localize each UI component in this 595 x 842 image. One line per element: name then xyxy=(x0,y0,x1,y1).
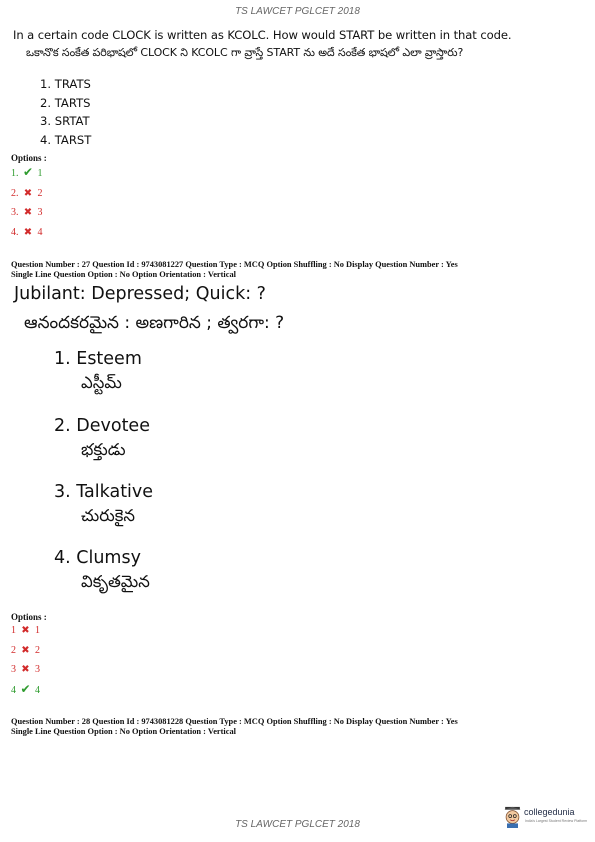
cross-icon: ✖ xyxy=(21,664,30,675)
check-icon: ✔ xyxy=(22,165,34,179)
option-value: 2 xyxy=(35,644,40,656)
question-english: In a certain code CLOCK is written as KCOLC. How would START be written in that code. xyxy=(13,28,512,42)
option-value: 4 xyxy=(37,226,43,238)
question-telugu: ఒకానొక సంకేత పరిభాషలో CLOCK ని KCOLC గా వ్రాస్తే START ను అదే సంకేత భాషలో ఎలా వ్రాస్తారు? xyxy=(26,46,464,59)
option-number: 4. xyxy=(11,226,19,238)
choice-2 xyxy=(54,415,150,463)
choice-english: 3. Talkative xyxy=(54,482,154,502)
option-value: 1 xyxy=(37,168,43,179)
option-value: 3 xyxy=(37,207,43,218)
option-row xyxy=(11,163,43,184)
question-28-meta xyxy=(11,717,586,736)
option-row xyxy=(11,184,43,204)
question-27-english: Jubilant: Depressed; Quick: ? xyxy=(14,284,266,304)
choice-telugu: భక్తుడు xyxy=(81,440,126,459)
option-value: 1 xyxy=(35,625,40,636)
option-row xyxy=(11,203,43,223)
mascot-icon xyxy=(503,806,522,828)
choice-english: 1. Esteem xyxy=(54,349,142,369)
meta-line: Question Number : 28 Question Id : 9743081228 Question Type : MCQ Option Shuffling : No Display Question Number : Yes xyxy=(11,717,458,726)
cross-icon: ✖ xyxy=(23,226,33,238)
logo-name: collegedunia xyxy=(524,807,575,817)
option-number: 2 xyxy=(11,644,16,656)
option-number: 3. xyxy=(11,207,19,218)
option-row xyxy=(11,641,40,661)
page-footer: TS LAWCET PGLCET 2018 xyxy=(235,819,360,830)
options-label: Options : xyxy=(11,612,47,622)
choice-telugu: చురుకైన xyxy=(81,506,135,525)
choice-english: 2. Devotee xyxy=(54,416,150,436)
option-number: 3 xyxy=(11,664,16,675)
question-27-telugu: ఆనందకరమైన : అణగారిన ; త్వరగా: ? xyxy=(24,313,285,333)
cross-icon: ✖ xyxy=(23,207,33,218)
meta-line: Single Line Question Option : No Option Orientation : Vertical xyxy=(11,726,236,736)
choice-4 xyxy=(54,547,150,595)
options-label: Options : xyxy=(11,153,47,163)
option-row xyxy=(11,680,40,701)
cross-icon: ✖ xyxy=(21,644,30,656)
question-26-choices xyxy=(40,75,91,149)
choice-telugu: ఎస్టీమ్ xyxy=(81,373,122,392)
option-value: 3 xyxy=(35,664,40,675)
choice-4: 4. TARST xyxy=(40,132,92,147)
option-row xyxy=(11,660,40,680)
option-row xyxy=(11,223,43,243)
question-26-text xyxy=(13,27,512,61)
option-number: 1 xyxy=(11,625,16,636)
page-header: TS LAWCET PGLCET 2018 xyxy=(235,6,360,17)
cross-icon: ✖ xyxy=(23,187,33,199)
question-27-meta xyxy=(11,260,586,279)
option-number: 4 xyxy=(11,684,16,696)
option-value: 4 xyxy=(35,684,40,696)
choice-1 xyxy=(54,348,142,396)
check-icon: ✔ xyxy=(20,681,31,696)
meta-line: Single Line Question Option : No Option Orientation : Vertical xyxy=(11,269,236,279)
choice-2: 2. TARTS xyxy=(40,95,91,110)
choice-1: 1. TRATS xyxy=(40,77,91,91)
option-value: 2 xyxy=(37,187,43,199)
option-row xyxy=(11,621,40,641)
options-list xyxy=(11,163,43,242)
logo-tagline: India's Largest Student Review Platform xyxy=(525,819,588,823)
choice-english: 4. Clumsy xyxy=(54,548,141,568)
meta-line: Question Number : 27 Question Id : 9743081227 Question Type : MCQ Option Shuffling : No Display Question Number : Yes xyxy=(11,260,458,269)
option-number: 2. xyxy=(11,187,19,199)
options-list xyxy=(11,621,40,700)
cross-icon: ✖ xyxy=(21,625,30,636)
choice-3: 3. SRTAT xyxy=(40,114,90,128)
option-number: 1. xyxy=(11,168,19,179)
choice-3 xyxy=(54,481,153,529)
choice-telugu: వికృతమైన xyxy=(81,572,150,591)
collegedunia-logo xyxy=(503,804,593,832)
